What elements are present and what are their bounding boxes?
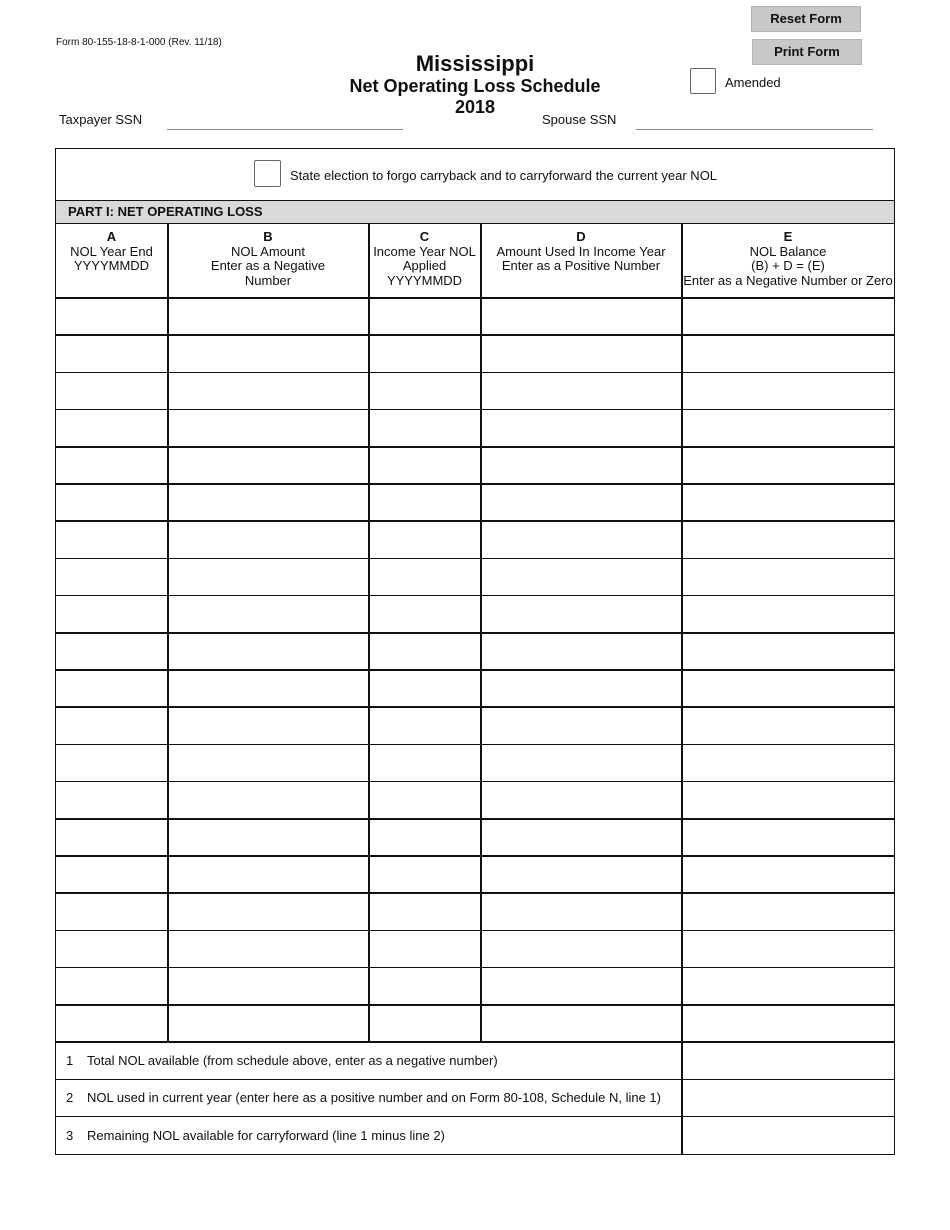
column-header-line: NOL Year End	[70, 243, 153, 259]
column-d-input[interactable]	[482, 411, 681, 446]
column-e-input[interactable]	[683, 857, 893, 892]
column-d-input[interactable]	[482, 783, 681, 818]
column-e-input[interactable]	[683, 299, 893, 334]
column-letter: E	[783, 229, 793, 244]
column-e-input[interactable]	[683, 448, 893, 483]
column-b-input[interactable]	[169, 485, 368, 520]
line-number: 2	[66, 1090, 74, 1106]
column-c-input[interactable]	[370, 448, 480, 483]
column-c-input[interactable]	[370, 671, 480, 706]
column-a-input[interactable]	[57, 857, 167, 892]
column-a-input[interactable]	[57, 745, 167, 780]
column-header-line: (B) + D = (E)	[751, 258, 825, 273]
taxpayer-ssn-label: Taxpayer SSN	[59, 112, 143, 127]
column-b-input[interactable]	[169, 597, 368, 632]
column-header-line: Income Year NOL	[373, 243, 476, 259]
column-d-input[interactable]	[482, 522, 681, 557]
column-e-input[interactable]	[683, 708, 893, 743]
column-a-input[interactable]	[57, 634, 167, 669]
column-header-d	[481, 224, 681, 298]
column-a-input[interactable]	[57, 820, 167, 855]
column-a-input[interactable]	[57, 969, 167, 1004]
column-b-input[interactable]	[169, 894, 368, 929]
total-line-2-label	[66, 1090, 661, 1105]
column-c-input[interactable]	[370, 1006, 480, 1041]
column-b-input[interactable]	[169, 671, 368, 706]
column-c-input[interactable]	[370, 634, 480, 669]
line-text: NOL used in current year (enter here as a positive number and on Form 80-108, Schedule N, line 1)	[87, 1090, 661, 1106]
spouse-ssn-field[interactable]	[636, 129, 873, 130]
column-letter: C	[419, 229, 430, 244]
line-number: 3	[66, 1127, 74, 1143]
reset-form-button[interactable]: Reset Form	[751, 6, 861, 32]
column-b-input[interactable]	[169, 931, 368, 966]
column-letter: D	[576, 229, 586, 244]
column-b-input[interactable]	[169, 522, 368, 557]
column-header-e	[682, 224, 894, 298]
column-d-input[interactable]	[482, 373, 681, 408]
column-a-input[interactable]	[57, 522, 167, 557]
column-c-input[interactable]	[370, 894, 480, 929]
column-header-a	[56, 224, 167, 298]
column-letter: A	[106, 229, 117, 244]
form-number: Form 80-155-18-8-1-000 (Rev. 11/18)	[56, 37, 222, 48]
column-d-input[interactable]	[482, 745, 681, 780]
column-e-input[interactable]	[683, 634, 893, 669]
total-line-3-input[interactable]	[683, 1118, 893, 1153]
column-b-input[interactable]	[169, 708, 368, 743]
column-d-input[interactable]	[482, 894, 681, 929]
column-header-line: Enter as a Positive Number	[501, 258, 661, 273]
column-c-input[interactable]	[370, 969, 480, 1004]
column-d-input[interactable]	[482, 597, 681, 632]
column-e-input[interactable]	[683, 969, 893, 1004]
column-b-input[interactable]	[169, 448, 368, 483]
column-header-line: Enter as a Negative	[210, 258, 326, 273]
column-b-input[interactable]	[169, 857, 368, 892]
amended-checkbox[interactable]	[690, 68, 716, 94]
column-header-line: Enter as a Negative Number or Zero	[683, 272, 893, 288]
column-e-input[interactable]	[683, 745, 893, 780]
column-a-input[interactable]	[57, 299, 167, 334]
title-year: 2018	[454, 97, 496, 117]
form-title	[300, 52, 650, 118]
column-header-line: NOL Balance	[749, 243, 827, 259]
column-d-input[interactable]	[482, 820, 681, 855]
part1-header: PART I: NET OPERATING LOSS	[56, 201, 894, 224]
column-b-input[interactable]	[169, 634, 368, 669]
line-text: Remaining NOL available for carryforward (line 1 minus line 2)	[87, 1127, 445, 1143]
column-e-input[interactable]	[683, 411, 893, 446]
column-e-input[interactable]	[683, 894, 893, 929]
column-a-input[interactable]	[57, 336, 167, 371]
column-c-input[interactable]	[370, 559, 480, 594]
column-e-input[interactable]	[683, 1006, 893, 1041]
column-a-input[interactable]	[57, 559, 167, 594]
column-d-input[interactable]	[482, 634, 681, 669]
column-header-line: NOL Amount	[231, 243, 305, 259]
column-d-input[interactable]	[482, 969, 681, 1004]
line-number: 1	[66, 1053, 74, 1068]
column-b-input[interactable]	[169, 411, 368, 446]
column-c-input[interactable]	[370, 373, 480, 408]
column-c-input[interactable]	[370, 708, 480, 743]
column-header-line: Number	[244, 272, 292, 288]
column-header-line: YYYYMMDD	[73, 258, 150, 273]
column-b-input[interactable]	[169, 299, 368, 334]
column-c-input[interactable]	[370, 299, 480, 334]
column-header-c	[369, 224, 480, 298]
column-e-input[interactable]	[683, 373, 893, 408]
column-e-input[interactable]	[683, 485, 893, 520]
column-b-input[interactable]	[169, 820, 368, 855]
column-d-input[interactable]	[482, 931, 681, 966]
column-b-input[interactable]	[169, 969, 368, 1004]
column-a-input[interactable]	[57, 373, 167, 408]
column-a-input[interactable]	[57, 448, 167, 483]
column-c-input[interactable]	[370, 336, 480, 371]
column-e-input[interactable]	[683, 671, 893, 706]
column-e-input[interactable]	[683, 559, 893, 594]
column-d-input[interactable]	[482, 1006, 681, 1041]
column-e-input[interactable]	[683, 597, 893, 632]
column-e-input[interactable]	[683, 820, 893, 855]
column-header-line: Amount Used In Income Year	[496, 243, 666, 259]
title-name: Net Operating Loss Schedule	[349, 76, 601, 96]
column-c-input[interactable]	[370, 745, 480, 780]
column-c-input[interactable]	[370, 931, 480, 966]
column-header-line: Applied	[402, 258, 447, 273]
column-c-input[interactable]	[370, 857, 480, 892]
taxpayer-ssn-field[interactable]	[167, 129, 403, 130]
election-checkbox[interactable]	[254, 160, 281, 187]
title-state: Mississippi	[415, 51, 535, 76]
print-form-button[interactable]: Print Form	[752, 39, 862, 65]
column-d-input[interactable]	[482, 671, 681, 706]
column-a-input[interactable]	[57, 411, 167, 446]
column-a-input[interactable]	[57, 894, 167, 929]
column-a-input[interactable]	[57, 485, 167, 520]
column-letter: B	[263, 229, 273, 244]
column-header-b	[168, 224, 368, 298]
column-b-input[interactable]	[169, 559, 368, 594]
column-a-input[interactable]	[57, 597, 167, 632]
column-c-input[interactable]	[370, 820, 480, 855]
column-e-input[interactable]	[683, 931, 893, 966]
column-d-input[interactable]	[482, 485, 681, 520]
column-b-input[interactable]	[169, 783, 368, 818]
column-b-input[interactable]	[169, 373, 368, 408]
column-a-input[interactable]	[57, 671, 167, 706]
column-header-line: YYYYMMDD	[386, 272, 463, 288]
line-text: Total NOL available (from schedule above, enter as a negative number)	[87, 1053, 498, 1068]
column-a-input[interactable]	[57, 931, 167, 966]
total-line-3-label	[66, 1128, 445, 1143]
column-a-input[interactable]	[57, 1006, 167, 1041]
column-a-input[interactable]	[57, 783, 167, 818]
column-d-input[interactable]	[482, 559, 681, 594]
column-c-input[interactable]	[370, 485, 480, 520]
column-b-input[interactable]	[169, 336, 368, 371]
column-c-input[interactable]	[370, 597, 480, 632]
spouse-ssn-label: Spouse SSN	[542, 112, 617, 127]
column-d-input[interactable]	[482, 336, 681, 371]
column-b-input[interactable]	[169, 745, 368, 780]
column-b-input[interactable]	[169, 1006, 368, 1041]
total-line-1-input[interactable]	[683, 1043, 893, 1078]
column-c-input[interactable]	[370, 783, 480, 818]
column-c-input[interactable]	[370, 411, 480, 446]
column-d-input[interactable]	[482, 708, 681, 743]
amended-label: Amended	[725, 75, 781, 90]
column-e-input[interactable]	[683, 522, 893, 557]
total-line-2-input[interactable]	[683, 1080, 893, 1115]
total-line-1-label	[66, 1053, 498, 1068]
column-d-input[interactable]	[482, 299, 681, 334]
column-a-input[interactable]	[57, 708, 167, 743]
column-c-input[interactable]	[370, 522, 480, 557]
election-label: State election to forgo carryback and to carryforward the current year NOL	[290, 168, 718, 183]
column-d-input[interactable]	[482, 857, 681, 892]
column-e-input[interactable]	[683, 336, 893, 371]
column-e-input[interactable]	[683, 783, 893, 818]
column-d-input[interactable]	[482, 448, 681, 483]
